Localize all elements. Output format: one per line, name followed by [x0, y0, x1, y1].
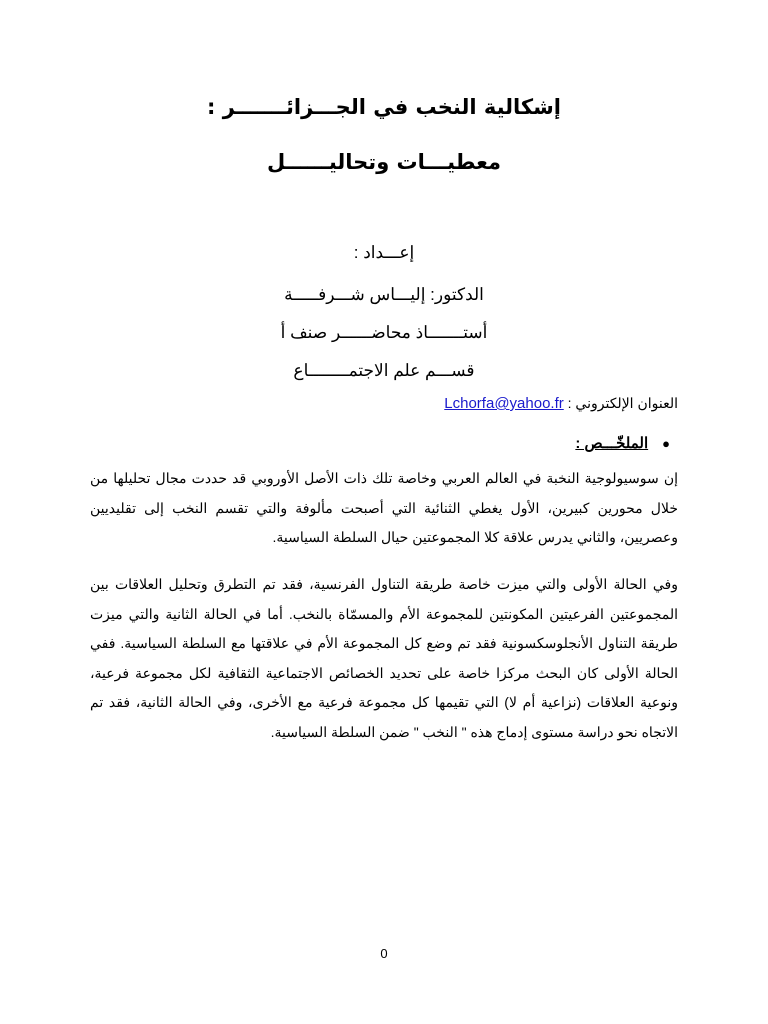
summary-paragraph-1: إن سوسيولوجية النخبة في العالم العربي وخاصة تلك ذات الأصل الأوروبي قد حددت مجال تحليلها من خلال محورين كبيرين، الأول يغطي الثنائية التي أصبحت مألوفة والتي تقسم النخب إلى تقليديين وعصريين، والثاني يدرس علاقة كلا المجموعتين حيال السلطة السياسية. — [90, 470, 678, 545]
email-row — [444, 395, 678, 412]
prepared-by-label: إعـــداد : — [353, 243, 415, 262]
bullet-dot-icon: ● — [662, 436, 670, 451]
summary-paragraph-2: وفي الحالة الأولى والتي ميزت خاصة طريقة التناول الفرنسية، فقد تم التطرق وتحليل العلاقات بين المجموعتين الفرعيتين المكونتين للمجموعة الأم والمسمّاة بالنخب. أما في الحالة الثانية والتي ميزت طريقة التناول الأنجلوسكسونية فقد تم وضع كل المجموعة الأم في علاقتها مع السلطة السياسية. ففي الحالة الأولى كان البحث مركزا خاصة على تحديد الخصائص الاجتماعية الثقافية لكل مجموعة فرعية، ونوعية العلاقات (نزاعية أم لا) التي تقيمها كل مجموعة فرعية مع الأخرى، وفي الحالة الثانية، فقد تم الاتجاه نحو دراسة مستوى إدماج هذه " النخب " ضمن السلطة السياسية. — [90, 576, 678, 740]
email-link[interactable]: Lchorfa@yahoo.fr — [444, 395, 564, 412]
summary-heading — [575, 434, 670, 452]
author-name: الدكتور: إليـــاس شـــرفـــــة — [284, 285, 484, 304]
author-department: قســـم علم الاجتمــــــــاع — [293, 361, 475, 380]
page-number: 0 — [380, 946, 388, 961]
document-subtitle: معطيـــات وتحاليــــــل — [267, 150, 501, 174]
document-title: إشكالية النخب في الجـــزائـــــــر : — [206, 95, 561, 119]
email-label: العنوان الإلكتروني : — [567, 395, 678, 411]
summary-heading-label: الملخّـــص : — [575, 435, 649, 452]
author-rank: أستـــــــاذ محاضــــــر صنف أ — [280, 323, 488, 342]
